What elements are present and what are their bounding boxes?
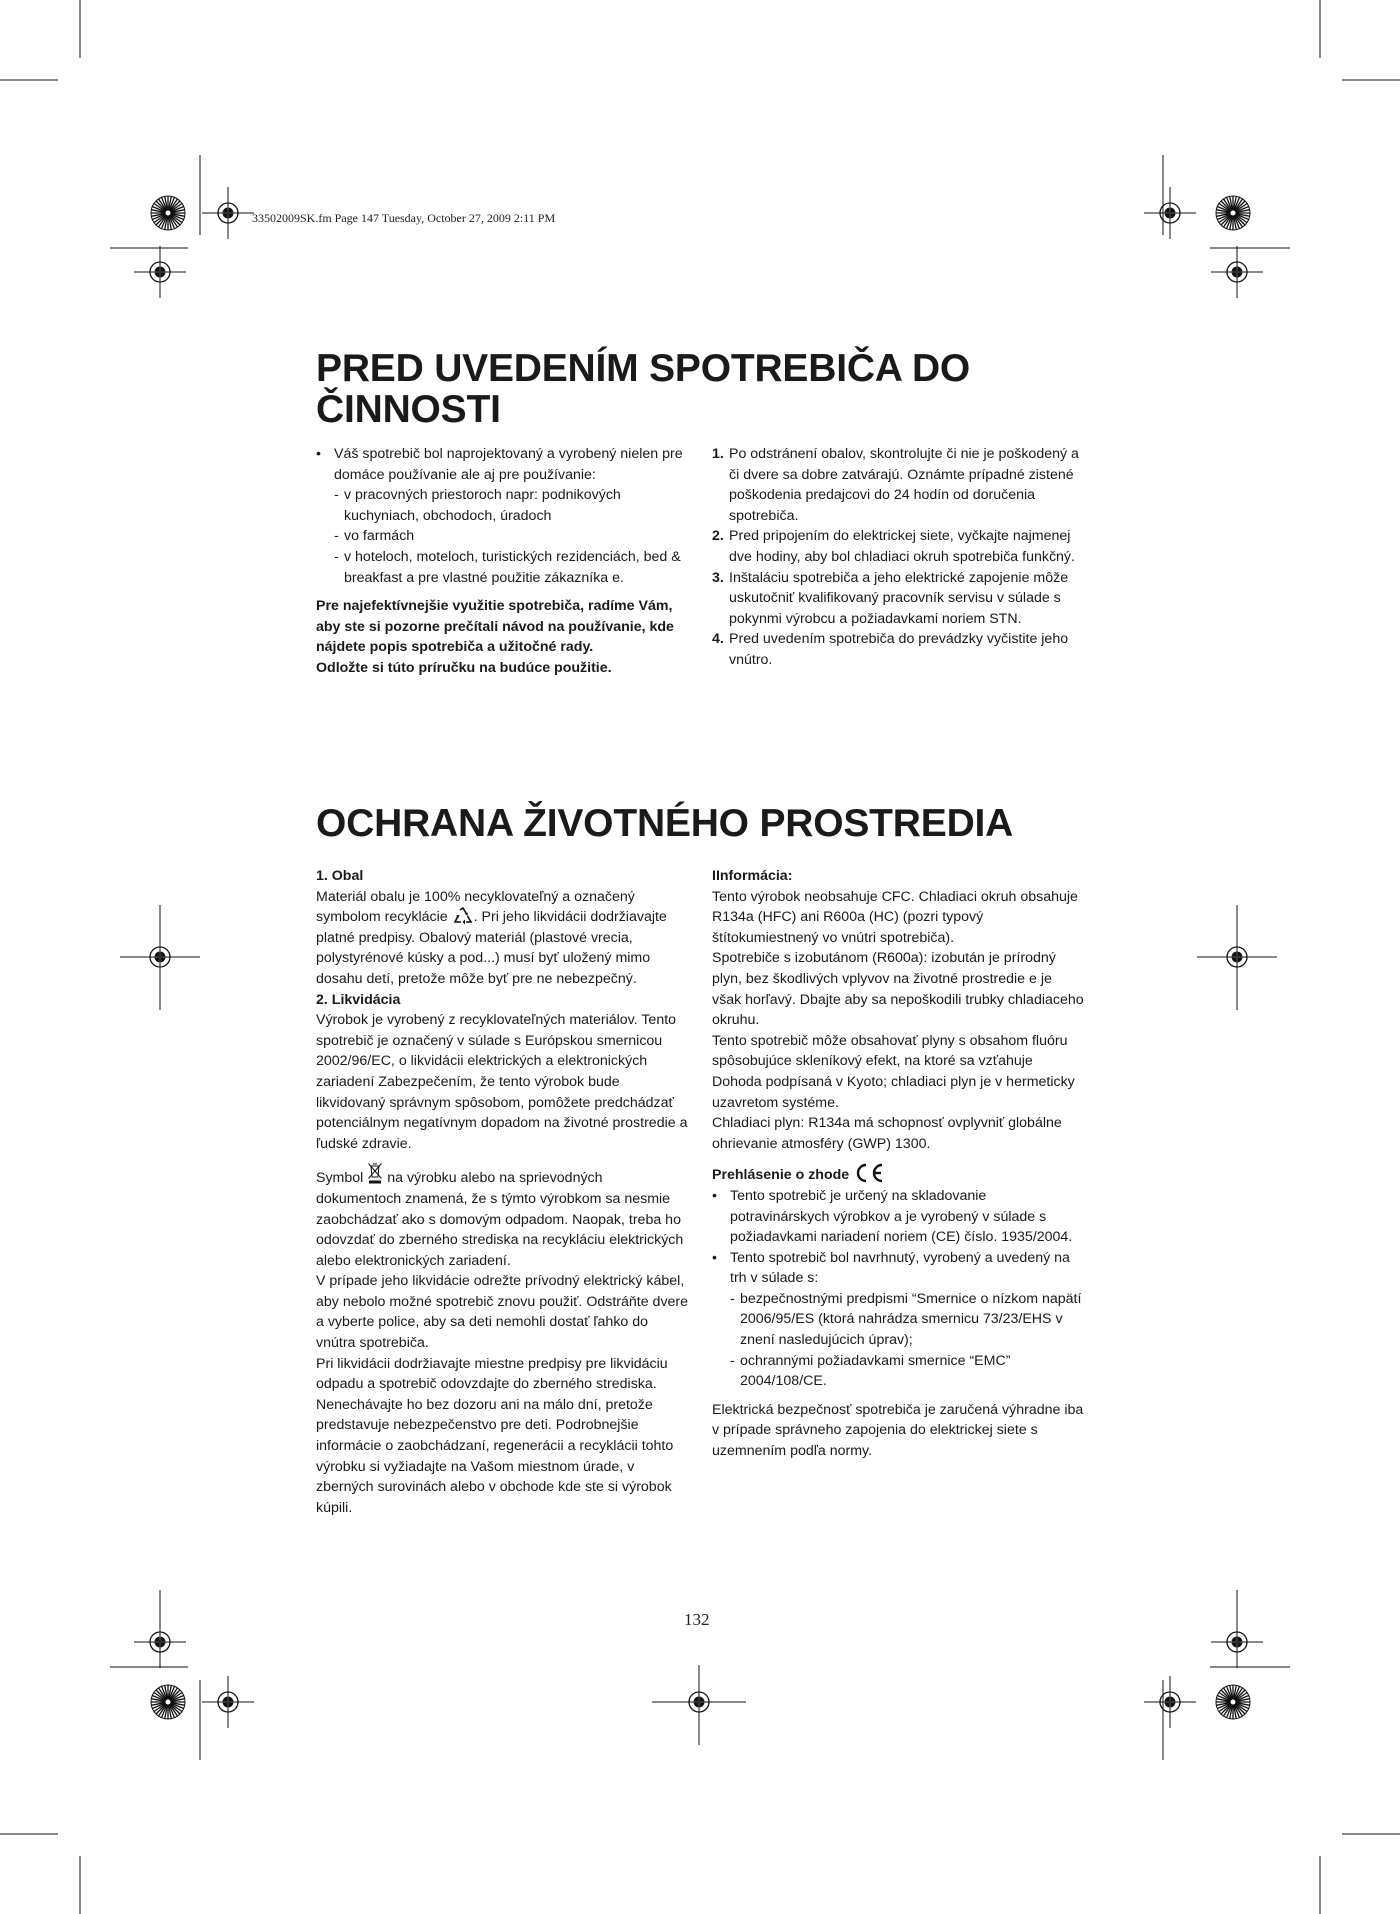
registration-mark-icon (202, 187, 254, 239)
step-text: Po odstránení obalov, skontrolujte či nie je poškodený a či dvere sa dobre zatvárajú. Oznámte prípadné zistené poškodenia predajcovi do 24 hodín od doručenia spotrebiča. (729, 446, 1079, 524)
registration-mark-icon (202, 1676, 254, 1728)
registration-mark-icon (1211, 1616, 1263, 1668)
bullet-mark: • (712, 1249, 717, 1266)
bold-recommendation: Pre najefektívnejšie využitie spotrebiča, radíme Vám, aby ste si pozorne prečítali návod na používanie, kde nájdete popis spotrebiča a užitočné rady. (316, 598, 674, 656)
step-text: Pred pripojením do elektrickej siete, vyčkajte najmenej dve hodiny, aby bol chladiaci okruh spotrebiča funkčný. (729, 528, 1075, 565)
page-number: 132 (684, 1610, 710, 1629)
dash-mark: - (730, 1352, 735, 1369)
information-heading: IInformácia: (712, 868, 793, 884)
fluorinated-gas-text: Tento spotrebič môže obsahovať plyny s obsahom fluóru spôsobujúce skleníkový efekt, na ktoré sa vzťahuje Dohoda podpísaná v Kyoto; chladiaci plyn je v hermeticky uzavretom systéme. (712, 1032, 1075, 1111)
step-item (712, 526, 1082, 567)
bullet-text: Tento spotrebič bol navrhnutý, vyrobený a uvedený na trh v súlade s: (730, 1249, 1070, 1287)
registration-mark-icon (1144, 1676, 1196, 1728)
packaging-text: Materiál obalu je 100% necyklovateľný a označený symbolom recyklácie . Pri jeho likvidácii dodržiavajte platné predpisy. Obalový materiál (plastové vrecia, polystyrénové kúsky a pod...) musí byť uložený mimo dosahu detí, pretože môže byť pre ne nebezpečný. (316, 888, 667, 987)
ce-mark-icon (853, 1162, 887, 1184)
bullet-text: Váš spotrebič bol naprojektovaný a vyrobený nielen pre domáce používanie ale aj pre používanie: (334, 446, 683, 483)
electrical-safety-text: Elektrická bezpečnosť spotrebiča je zaručená výhradne iba v prípade správneho zapojenia do elektrickej siete s uzemnením podľa normy. (712, 1401, 1084, 1460)
before-use-right-column (712, 444, 1082, 671)
step-number: 3. (712, 569, 724, 586)
dash-item (712, 1351, 1084, 1392)
registration-mark-icon (134, 246, 186, 298)
starburst-target-icon (1216, 1685, 1250, 1719)
recycle-icon (452, 907, 474, 925)
information-text: Tento výrobok neobsahuje CFC. Chladiaci okruh obsahuje R134a (HFC) ani R600a (HC) (pozri typový štítokumiestnený vo vnútri spotrebiča). (712, 888, 1078, 946)
bullet-text: Tento spotrebič je určený na skladovanie potravinárskych výrobkov a je vyrobený v súlade s požiadavkami nariadení noriem (CE) číslo. 1935/2004. (730, 1187, 1073, 1246)
cut-cable-text: V prípade jeho likvidácie odrežte prívodný elektrický kábel, aby nebolo možné spotrebič znovu použiť. Odstráňte dvere a vyberte police, aby sa deti nemohli dostať ľahko do vnútra spotrebiča. (316, 1273, 689, 1352)
isobutane-text: Spotrebiče s izobutánom (R600a): izobután je prírodný plyn, bez škodlivých vplyvov na životné prostredie e je však horľavý. Dbajte aby sa nepoškodili trubky chladiaceho okruhu. (712, 950, 1084, 1029)
declaration-heading: Prehlásenie o zhode (712, 1162, 1084, 1186)
registration-mark-icon (134, 1616, 186, 1668)
disposal-text: Výrobok je vyrobený z recyklovateľných materiálov. Tento spotrebič je označený v súlade s Európskou smernicou 2002/96/EC, o likvidácii elektrických a elektronických zariadení Zabezpečením, že tento výrobok bude likvidovaný správnym spôsobom, pomôžete predchádzať potenciálnym negatívnym dopadom na životné prostredie a ľudské zdravie. (316, 1012, 688, 1152)
step-number: 2. (712, 528, 724, 545)
title-line-1: PRED UVEDENÍM SPOTREBIČA DO (316, 347, 971, 390)
bullet-mark: • (712, 1187, 717, 1204)
step-item (712, 629, 1082, 670)
dash-mark: - (334, 548, 339, 565)
starburst-target-icon (1216, 196, 1250, 230)
weee-symbol-text: Symbol na výrobku alebo na sprievodných dokumentoch znamená, že s týmto výrobkom sa nesmie zaobchádzať ako s domovým odpadom. Naopak, treba ho odovzdať do zberného strediska na recykláciu elektrických alebo elektronických zariadení. (316, 1162, 690, 1271)
section-title-before-use (316, 348, 1096, 430)
step-item (712, 568, 1082, 630)
disposal-heading: 2. Likvidácia (316, 991, 401, 1008)
bullet-item (712, 1248, 1084, 1392)
bold-keep-manual: Odložte si túto príručku na budúce použitie. (316, 659, 612, 676)
dash-item (316, 547, 686, 588)
environment-right-column (712, 866, 1084, 1462)
starburst-target-icon (151, 196, 185, 230)
dash-text: bezpečnostnými predpismi “Smernice o nízkom napätí 2006/95/ES (ktorá nahrádza smernicu 73/23/EHS v znení nasledujúcich úprav); (740, 1290, 1082, 1349)
registration-mark-icon (1211, 246, 1263, 298)
dash-mark: - (334, 487, 339, 504)
dash-text: ochrannými požiadavkami smernice “EMC” 2004/108/CE. (740, 1352, 1011, 1390)
packaging-heading: 1. Obal (316, 868, 364, 884)
bullet-item (712, 1186, 1084, 1248)
step-number: 4. (712, 631, 724, 648)
dash-mark: - (730, 1290, 735, 1307)
environment-left-column (316, 866, 690, 1518)
starburst-target-icon (151, 1685, 185, 1719)
title-line-2: ČINNOSTI (316, 388, 501, 431)
dash-text: vo farmách (344, 528, 415, 545)
local-rules-text: Pri likvidácii dodržiavajte miestne predpisy pre likvidáciu odpadu a spotrebič odovzdajte do zberného strediska. Nenechávajte ho bez dozoru ani na málo dní, pretože predstavuje nebezpečenstvo pre deti. Podrobnejšie informácie o zaobchádzaní, regenerácii a recyklácii tohto výrobku si vyžiadajte na Vašom miestnom úrade, v zberných surovinách alebo v obchode kde ste si výrobok kúpili. (316, 1355, 674, 1516)
dash-text: v pracovných priestoroch napr: podnikových kuchyniach, obchodoch, úradoch (344, 487, 621, 524)
section-title-environment: OCHRANA ŽIVOTNÉHO PROSTREDIA (316, 802, 1014, 845)
file-info: 33502009SK.fm Page 147 Tuesday, October 27, 2009 2:11 PM (252, 211, 556, 225)
refrigerant-text: Chladiaci plyn: R134a má schopnosť ovplyvniť globálne (712, 1115, 1062, 1132)
dash-mark: - (334, 528, 339, 545)
dash-item (316, 526, 686, 547)
dash-text: v hoteloch, moteloch, turistických rezidenciách, bed & breakfast a pre vlastné použitie zákazníka e. (344, 548, 681, 586)
bullet-item (316, 444, 686, 588)
step-item (712, 444, 1082, 526)
crossed-bin-icon (367, 1162, 383, 1184)
dash-item (316, 485, 686, 526)
dash-item (712, 1289, 1084, 1351)
gwp-text: ohrievanie atmosféry (GWP) 1300. (712, 1135, 931, 1152)
registration-mark-icon (1144, 187, 1196, 239)
step-number: 1. (712, 446, 724, 462)
step-text: Pred uvedením spotrebiča do prevádzky vyčistite jeho vnútro. (729, 631, 1069, 668)
step-text: Inštaláciu spotrebiča a jeho elektrické zapojenie môže uskutočniť kvalifikovaný pracovník servisu v súlade s pokynmi výrobcu a požiadavkami noriem STN. (729, 569, 1069, 627)
bullet-mark: • (316, 446, 321, 462)
before-use-left-column (316, 444, 686, 679)
